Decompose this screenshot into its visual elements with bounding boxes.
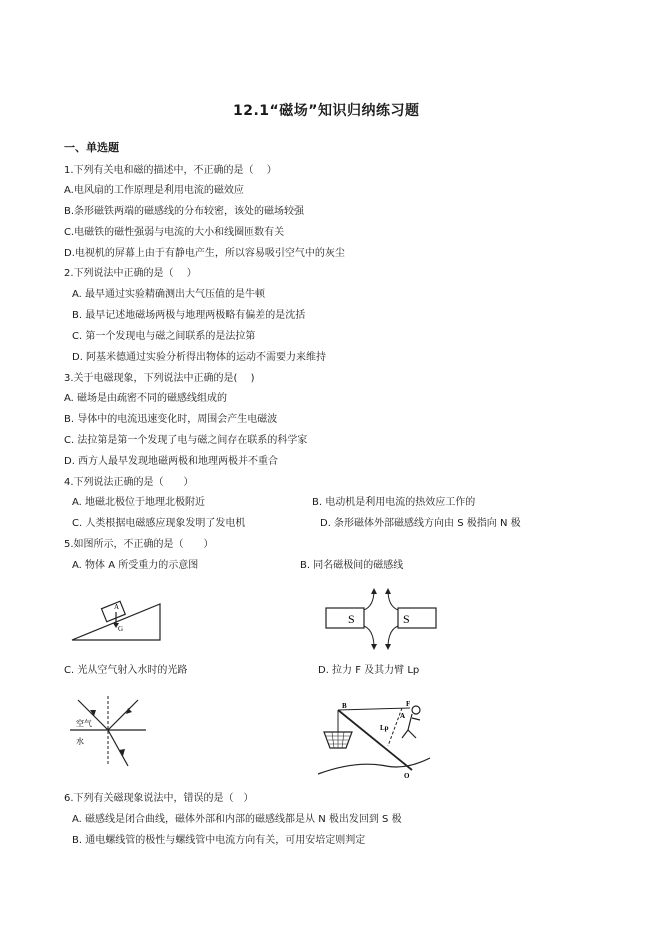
question-1-option-b: B.条形磁铁两端的磁感线的分布较密，该处的磁场较强	[64, 206, 305, 217]
figure-a-incline	[68, 588, 168, 644]
figure-a-label-block: A	[114, 603, 120, 611]
question-6-option-a: A. 磁感线是闭合曲线，磁体外部和内部的磁感线都是从 N 极出发回到 S 极	[72, 814, 402, 825]
figure-d-label-o: O	[404, 772, 410, 780]
figure-b-label-left: S	[348, 612, 355, 626]
question-6-option-b: B. 通电螺线管的极性与螺线管中电流方向有关，可用安培定则判定	[72, 835, 366, 846]
question-5-stem: 5.如图所示，不正确的是（ ）	[64, 539, 214, 550]
question-4-option-a: A. 地磁北极位于地理北极附近	[72, 497, 206, 508]
figure-d-label-b: B	[342, 702, 347, 710]
question-4-option-d: D. 条形磁体外部磁感线方向由 S 极指向 N 极	[320, 518, 521, 529]
question-4-stem: 4.下列说法正确的是（ ）	[64, 477, 194, 488]
question-5-option-a: A. 物体 A 所受重力的示意图	[72, 560, 199, 571]
figure-b-magnets	[320, 586, 440, 652]
figure-d-label-a: A	[400, 712, 406, 720]
figure-d-label-lp: Lp	[380, 724, 389, 732]
figure-d-label-f: F	[406, 700, 411, 708]
figure-c-refraction	[64, 692, 148, 770]
page-title: 12.1“磁场”知识归纳练习题	[233, 103, 420, 119]
question-2-stem: 2.下列说法中正确的是（ ）	[64, 268, 197, 279]
question-3-option-c: C. 法拉第是第一个发现了电与磁之间存在联系的科学家	[64, 435, 308, 446]
question-2-option-a: A. 最早通过实验精确测出大气压值的是牛顿	[72, 289, 266, 300]
question-4-option-b: B. 电动机是利用电流的热效应工作的	[312, 497, 476, 508]
question-1-option-c: C.电磁铁的磁性强弱与电流的大小和线圈匝数有关	[64, 227, 285, 238]
question-5-option-d: D. 拉力 F 及其力臂 Lp	[318, 665, 420, 676]
question-5-option-b: B. 同名磁极间的磁感线	[300, 560, 404, 571]
figure-c-label-air: 空气	[76, 719, 92, 728]
question-3-option-b: B. 导体中的电流迅速变化时，周围会产生电磁波	[64, 414, 278, 425]
figure-c-label-water: 水	[76, 737, 84, 746]
question-6-stem: 6.下列有关磁现象说法中，错误的是（ ）	[64, 793, 254, 804]
question-2-option-b: B. 最早记述地磁场两极与地理两极略有偏差的是沈括	[72, 310, 306, 321]
question-3-option-d: D. 西方人最早发现地磁两极和地理两极并不重合	[64, 456, 279, 467]
question-4-option-c: C. 人类根据电磁感应现象发明了发电机	[72, 518, 246, 529]
section-heading: 一、单选题	[64, 141, 119, 154]
question-3-stem: 3.关于电磁现象，下列说法中正确的是( )	[64, 373, 255, 384]
question-1-option-a: A.电风扇的工作原理是利用电流的磁效应	[64, 185, 244, 196]
question-5-option-c: C. 光从空气射入水时的光路	[64, 665, 188, 676]
figure-a-label-gravity: G	[118, 625, 124, 633]
question-1-stem: 1.下列有关电和磁的描述中，不正确的是（ ）	[64, 165, 277, 176]
question-1-option-d: D.电视机的屏幕上由于有静电产生，所以容易吸引空气中的灰尘	[64, 248, 345, 259]
question-3-option-a: A. 磁场是由疏密不同的磁感线组成的	[64, 393, 228, 404]
question-2-option-d: D. 阿基米德通过实验分析得出物体的运动不需要力来维持	[72, 352, 327, 363]
figure-b-label-right: S	[403, 612, 410, 626]
figure-d-lever	[316, 698, 432, 780]
question-2-option-c: C. 第一个发现电与磁之间联系的是法拉第	[72, 331, 256, 342]
